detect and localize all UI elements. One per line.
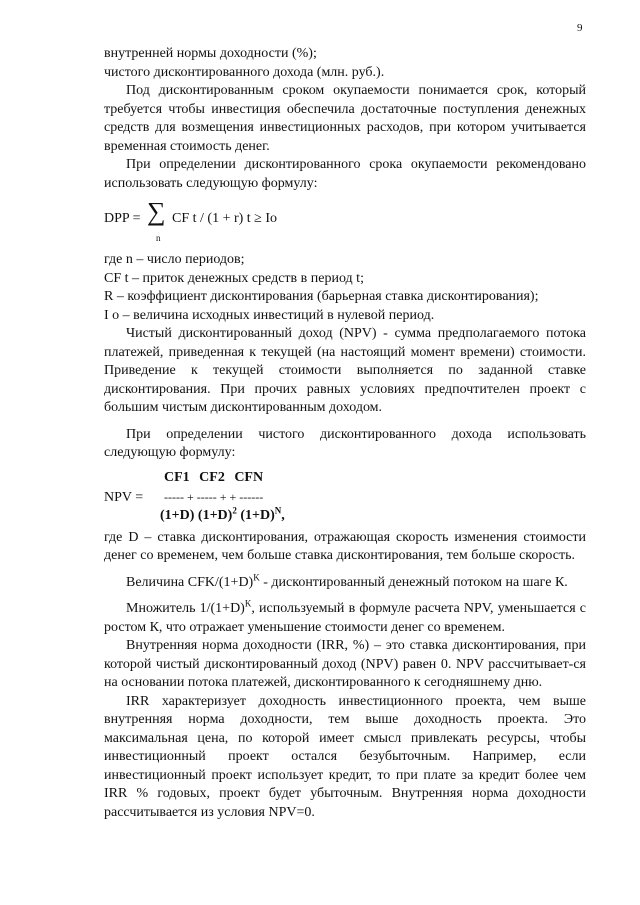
formula-npv-denominators [160,504,285,526]
text-part: Множитель 1/(1+D) [126,601,245,616]
paragraph-npv-definition: Чистый дисконтированный доход (NPV) - сумма предполагаемого потока платежей, приведенная к текущей (на настоящий момент времени) стоимости. Приведение к текущей стоимости выполняется по заданной ставке дисконтирования. При прочих равных условиях предпочтителен проект с большим чистым дисконтированным доходом. [104,326,586,415]
sigma-symbol: ∑ [147,197,166,226]
formula-npv-numerators: CF1 CF2 CFN [164,469,264,485]
definition-line: I o – величина исходных инвестиций в нулевой период. [104,307,435,323]
paragraph-irr-definition: Внутренняя норма доходности (IRR, %) – это ставка дисконтирования, при которой чистый дисконтированный доход (NPV) равен 0. NPV рассчитывает-ся на основании потока платежей, дисконтированного к сегодняшнему дню. [104,638,586,690]
text-part: Величина CFK/(1+D) [126,574,254,590]
document-body [104,45,586,822]
page-number: 9 [577,22,583,34]
paragraph-dpp-formula-intro: При определении дисконтированного срока окупаемости рекомендовано использовать следующую формулу: [104,157,586,191]
formula-npv [104,469,586,529]
superscript: K [244,598,252,609]
paragraph-npv-formula-intro: При определении чистого дисконтированного дохода использовать следующую формулу: [104,426,586,460]
definition-line: где n – число периодов; [104,252,245,267]
formula-dpp-right: CF t / (1 + r) t ≥ Io [172,211,278,226]
formula-dpp [104,197,586,249]
formula-npv-label: NPV = [104,489,144,505]
paragraph-irr-characteristics: IRR характеризует доходность инвестиционного проекта, чем выше внутренняя норма доходности, тем выше доходность проекта. Это максимальная цена, по которой имеет смысл привлекать ресурсы, чтобы инвестиционный проект остался безубыточным. Например, если инвестиционный проект использует кредит, то при плате за кредит более чем IRR % годовых, проект будет убыточным. Внутренняя норма доходности рассчитывается из условия NPV=0. [104,693,586,820]
punctuation: , [281,507,285,523]
list-line: внутренней нормы доходности (%); [104,46,317,61]
sigma-subscript: n [156,233,161,243]
superscript: K [253,571,260,582]
paragraph-multiplier [104,600,586,637]
text-part: , используемый в формуле расчета NPV, уменьшается с ростом К, что отражает уменьшение стоимости денег со временем. [104,601,586,635]
definition-line: R – коэффициент дисконтирования (барьерная ставка дисконтирования); [104,289,539,304]
list-line: чистого дисконтированного дохода (млн. руб.). [104,64,385,80]
formula-dpp-left: DPP = [104,211,141,226]
denominator-1-2: (1+D) (1+D) [160,507,233,523]
denominator-n: (1+D) [236,507,275,523]
paragraph-d-definition: где D – ставка дисконтирования, отражающая скорость изменения стоимости денег со временем, чем больше ставка дисконтирования, тем больше скорость. [104,529,586,563]
text-part: - дисконтированный денежный потоком на шаге К. [259,574,568,590]
superscript: N [274,504,282,515]
formula-npv-fraction-lines: ----- + ----- + + ------ [164,489,264,504]
definition-line: CF t – приток денежных средств в период t; [104,270,364,286]
superscript: 2 [232,504,237,515]
paragraph-dpp-definition: Под дисконтированным сроком окупаемости понимается срок, который требуется чтобы инвестиция обеспечила достаточные поступления денежных средств для возмещения инвестиционных расходов, при котором учитывается временная стоимость денег. [104,83,586,154]
paragraph-cfk [104,571,586,593]
